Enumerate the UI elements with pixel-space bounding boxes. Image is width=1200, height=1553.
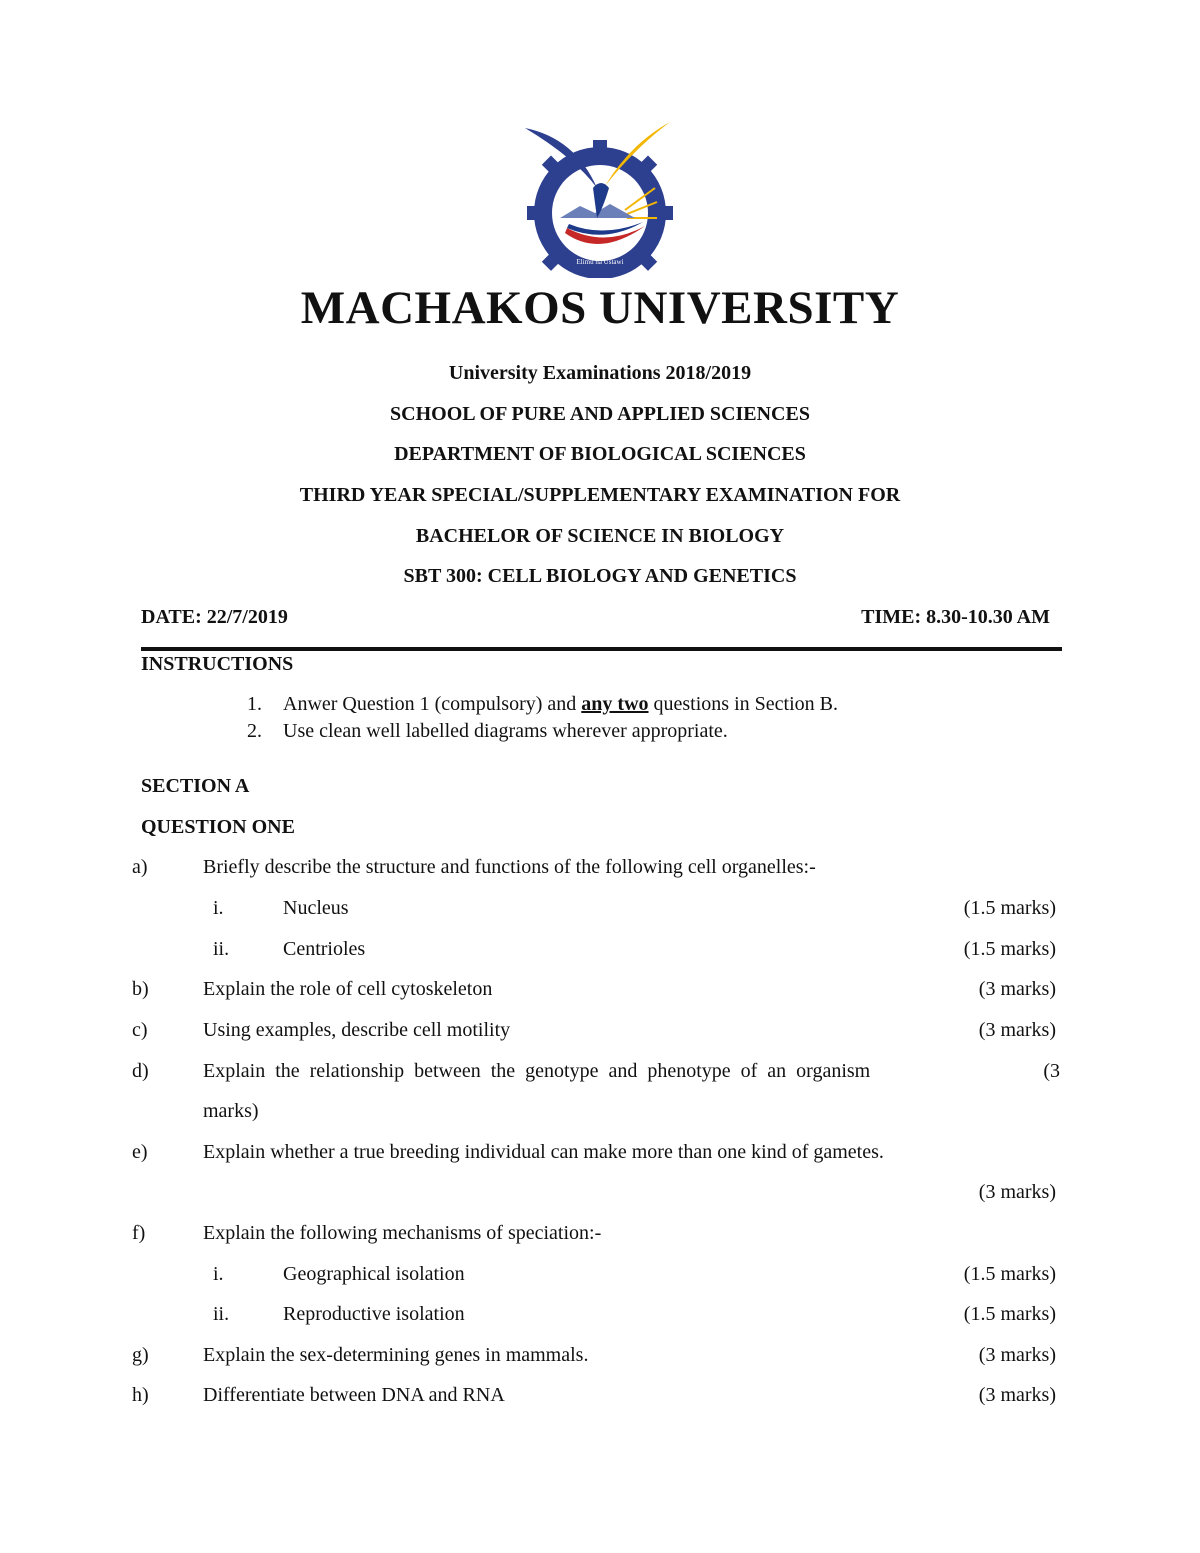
department-name: DEPARTMENT OF BIOLOGICAL SCIENCES [394,443,806,465]
question-text-a: Briefly describe the structure and functions of the following cell organelles:- [203,856,816,878]
question-label-c: c) [132,1019,148,1041]
instruction-1: Anwer Question 1 (compulsory) and any two questions in Section B. [283,693,838,715]
question-text-b: Explain the role of cell cytoskeleton [203,978,493,1000]
exam-date: DATE: 22/7/2019 [141,606,288,628]
instructions-heading: INSTRUCTIONS [141,653,294,675]
university-logo [505,118,695,278]
exam-time: TIME: 8.30-10.30 AM [861,606,1050,628]
marks: (1.5 marks) [963,1263,1056,1285]
subquestion-text: Reproductive isolation [283,1303,465,1325]
marks: (1.5 marks) [963,897,1056,919]
question-label-a: a) [132,856,148,878]
question-text-e: Explain whether a true breeding individual can make more than one kind of gametes. [203,1141,884,1163]
header-divider [141,647,1062,651]
marks: (1.5 marks) [963,1303,1056,1325]
instruction-number-1: 1. [247,693,262,715]
question-text-c: Using examples, describe cell motility [203,1019,511,1041]
subquestion-text: Centrioles [283,938,366,960]
exam-type: THIRD YEAR SPECIAL/SUPPLEMENTARY EXAMINATION FOR [299,484,901,506]
question-label-e: e) [132,1141,148,1163]
subquestion-text: Geographical isolation [283,1263,465,1285]
subquestion-number: i. [213,897,224,919]
svg-text:Elimu na Ustawi: Elimu na Ustawi [576,258,624,266]
university-title: MACHAKOS UNIVERSITY [300,282,900,334]
marks: (3 marks) [978,1344,1056,1366]
question-label-h: h) [132,1384,149,1406]
question-text-f: Explain the following mechanisms of speciation:- [203,1222,602,1244]
subquestion-number: ii. [213,1303,230,1325]
marks: (3 marks) [978,1019,1056,1041]
marks: (1.5 marks) [963,938,1056,960]
question-text-g: Explain the sex-determining genes in mammals. [203,1344,589,1366]
section-a-heading: SECTION A [141,775,250,797]
subquestion-number: ii. [213,938,230,960]
subquestion-text: Nucleus [283,897,349,919]
programme: BACHELOR OF SCIENCE IN BIOLOGY [415,525,785,547]
marks: (3 marks) [978,1384,1056,1406]
subquestion-number: i. [213,1263,224,1285]
instruction-emphasis: any two [581,693,649,715]
marks-continued: marks) [203,1100,259,1122]
question-label-g: g) [132,1344,149,1366]
exam-session: University Examinations 2018/2019 [448,362,752,384]
instruction-2: Use clean well labelled diagrams wherever appropriate. [283,720,728,742]
instruction-number-2: 2. [247,720,262,742]
question-label-d: d) [132,1060,149,1082]
question-text-h: Differentiate between DNA and RNA [203,1384,505,1406]
question-label-f: f) [132,1222,146,1244]
question-label-b: b) [132,978,149,1000]
question-one-heading: QUESTION ONE [141,816,295,838]
school-name: SCHOOL OF PURE AND APPLIED SCIENCES [390,403,810,425]
marks: (3 marks) [978,1181,1056,1203]
marks: (3 [1043,1060,1060,1082]
question-text-d: Explain the relationship between the genotype and phenotype of an organism [203,1060,871,1082]
course-title: SBT 300: CELL BIOLOGY AND GENETICS [403,565,797,587]
marks: (3 marks) [978,978,1056,1000]
